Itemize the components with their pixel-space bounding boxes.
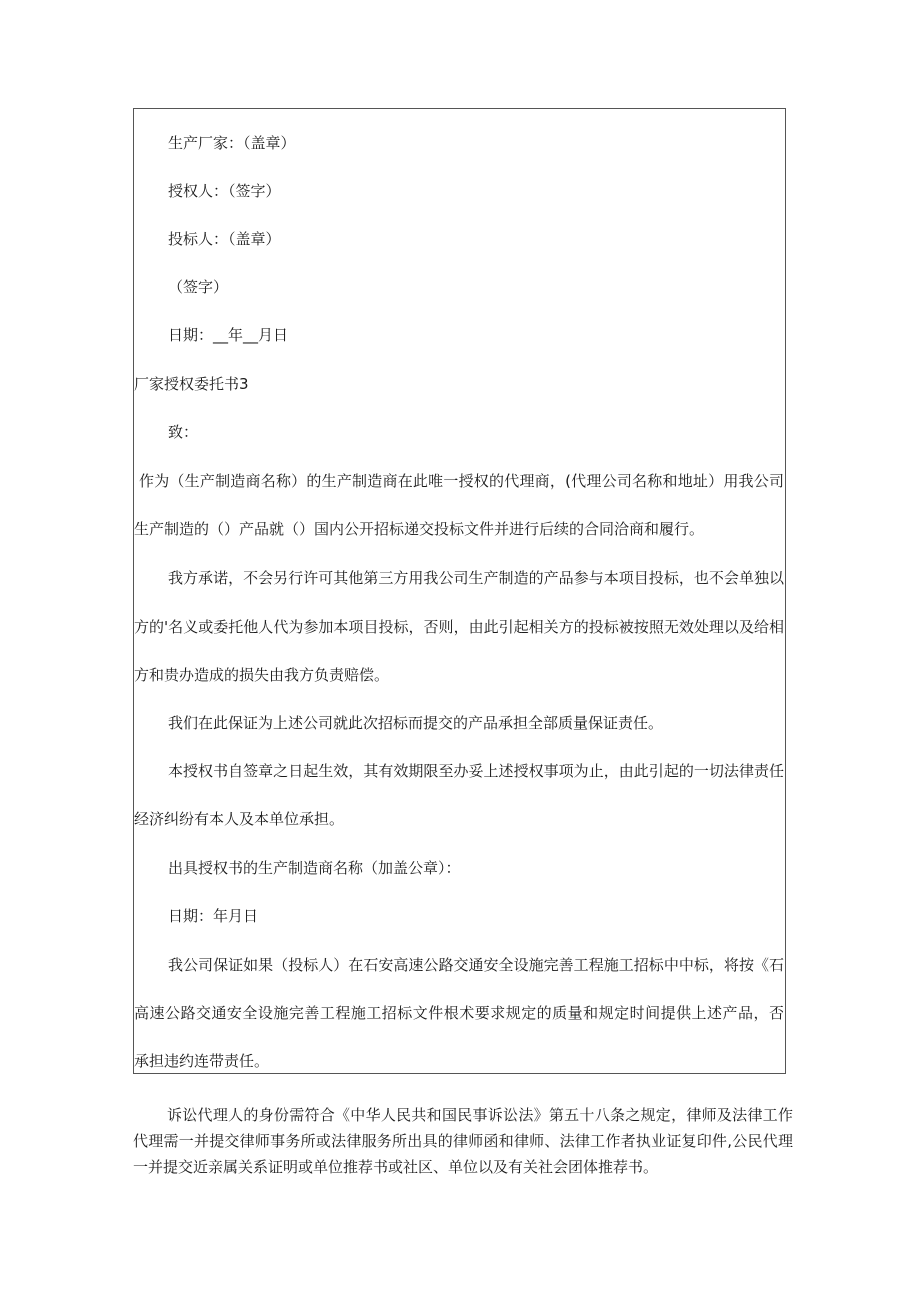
paragraph-5-line-1: 我公司保证如果（投标人）在石安高速公路交通安全设施完善工程施工招标中中标，将按《石 [168,956,784,974]
paragraph-2-line-1: 我方承诺，不会另行许可其他第三方用我公司生产制造的产品参与本项目投标，也不会单独以 [168,569,784,587]
paragraph-3: 我们在此保证为上述公司就此次招标而提交的产品承担全部质量保证责任。 [168,714,664,732]
authorizer-signature-line: 授权人：（签字） [168,182,281,200]
manufacturer-seal-line: 生产厂家：（盖章） [168,134,296,152]
paragraph-5-line-3: 承担违约连带责任。 [134,1052,270,1070]
footer-line-2: 代理需一并提交律师事务所或法律服务所出具的律师函和律师、法律工作者执业证复印件,公民代理 [133,1132,793,1150]
paragraph-1-line-1: 作为（生产制造商名称）的生产制造商在此唯一授权的代理商，(代理公司名称和地址）用我公司 [139,472,784,490]
issue-date-line: 日期：年月日 [168,907,259,925]
date-line: 日期：__年__月日 [168,326,289,344]
issuer-name-line: 出具授权书的生产制造商名称（加盖公章）： [168,859,461,877]
section-title: 厂家授权委托书3 [134,375,249,393]
footer-line-3: 一并提交近亲属关系证明或单位推荐书或社区、单位以及有关社会团体推荐书。 [133,1158,659,1176]
paragraph-2-line-3: 方和贵办造成的损失由我方负责赔偿。 [134,666,390,684]
footer-line-1: 诉讼代理人的身份需符合《中华人民共和国民事诉讼法》第五十八条之规定，律师及法律工作 [167,1106,793,1124]
paragraph-4-line-2: 经济纠纷有本人及本单位承担。 [134,810,345,828]
document-frame [133,108,786,1074]
paragraph-1-line-2: 生产制造的（）产品就（）国内公开招标递交投标文件并进行后续的合同洽商和履行。 [134,520,705,538]
bidder-seal-line: 投标人：（盖章） [168,230,281,248]
paragraph-4-line-1: 本授权书自签章之日起生效，其有效期限至办妥上述授权事项为止，由此引起的一切法律责任 [168,762,784,780]
footer-note [133,1102,793,1180]
paragraph-2-line-2: 方的'名义或委托他人代为参加本项目投标，否则，由此引起相关方的投标被按照无效处理以及给相 [134,618,784,636]
signature-line: （签字） [168,278,229,296]
paragraph-5-line-2: 高速公路交通安全设施完善工程施工招标文件根术要求规定的质量和规定时间提供上述产品，否 [134,1004,784,1022]
salutation: 致： [168,423,199,441]
